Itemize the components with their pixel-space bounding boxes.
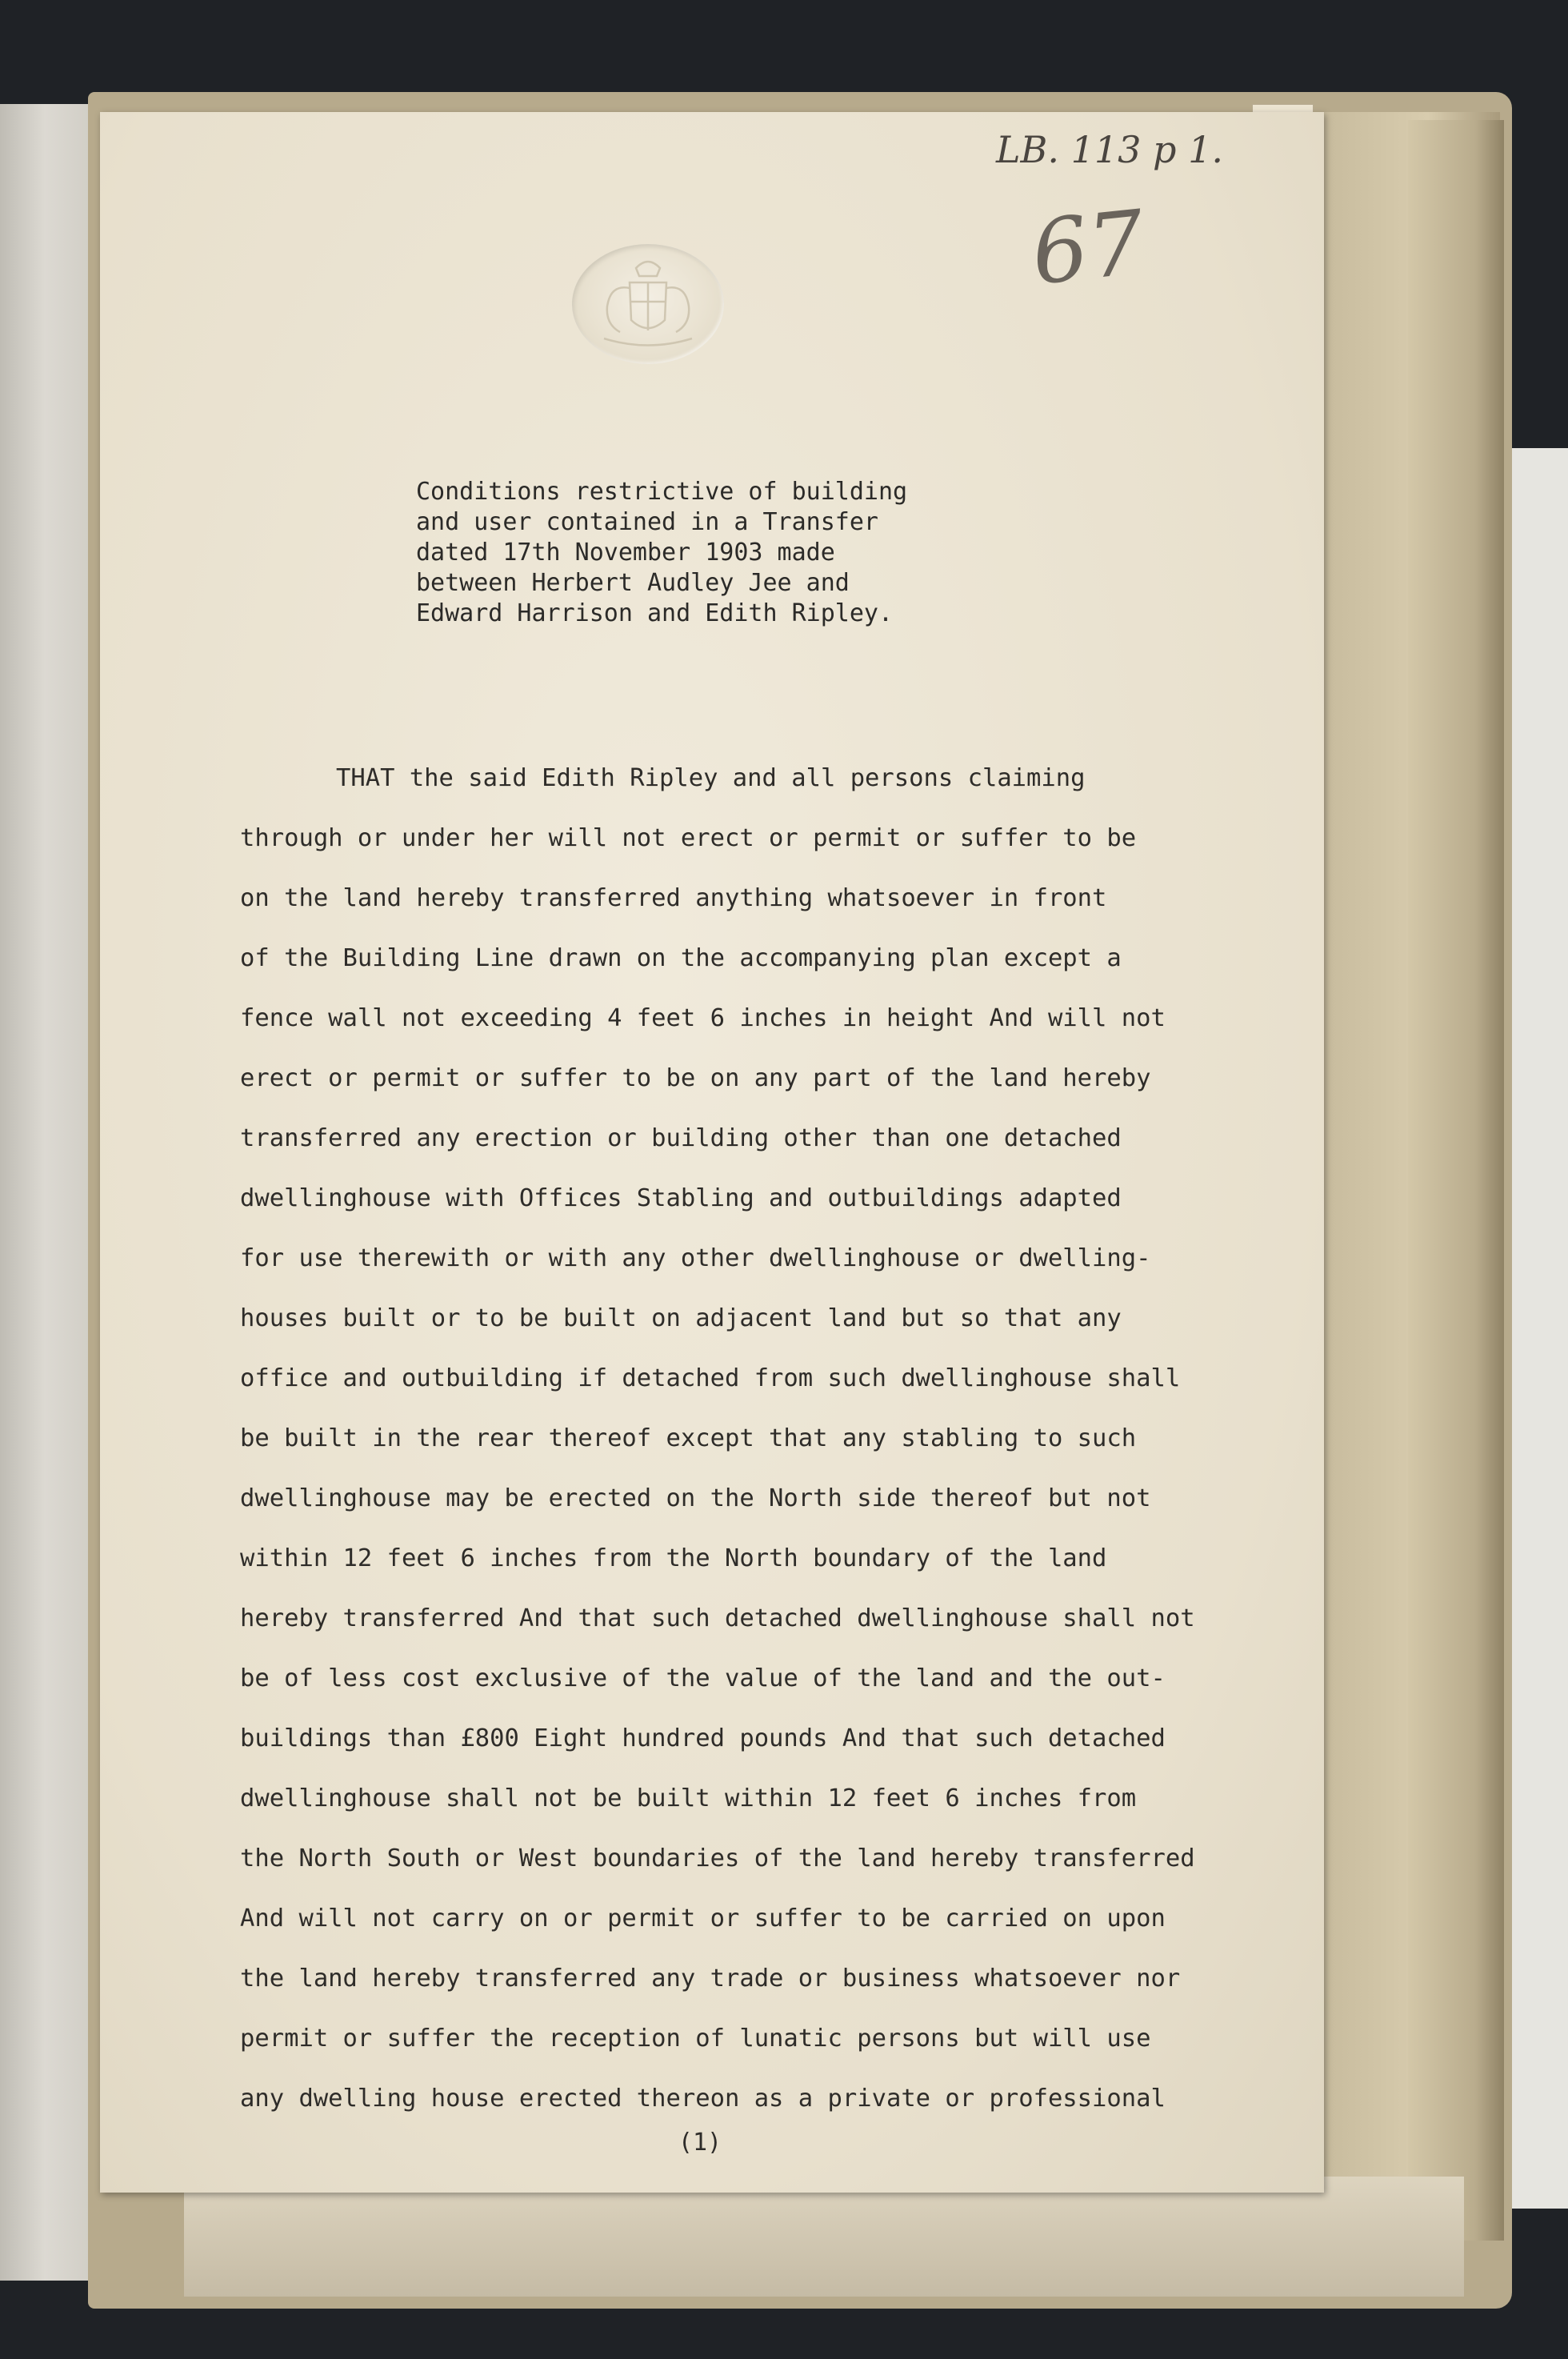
- coat-of-arms-icon: [572, 244, 724, 364]
- body-line: for use therewith or with any other dwellinghouse or dwelling-: [240, 1244, 1151, 1272]
- heading-line: between Herbert Audley Jee and: [416, 569, 850, 597]
- document-body: [240, 748, 1312, 2129]
- adjacent-page-edge: [0, 104, 100, 2281]
- page-stack-bottom: [184, 2177, 1464, 2297]
- background-surface: [1504, 448, 1568, 2209]
- body-line: the North South or West boundaries of the land hereby transferred: [240, 1844, 1195, 1872]
- body-line: the land hereby transferred any trade or business whatsoever nor: [240, 1964, 1181, 1993]
- body-line: fence wall not exceeding 4 feet 6 inches in height And will not: [240, 1004, 1166, 1032]
- body-line: be built in the rear thereof except that any stabling to such: [240, 1424, 1137, 1452]
- page-number: (1): [678, 2129, 722, 2157]
- body-line: permit or suffer the reception of lunatic persons but will use: [240, 2025, 1151, 2053]
- body-line: transferred any erection or building other than one detached: [240, 1124, 1122, 1152]
- body-line: dwellinghouse shall not be built within 12 feet 6 inches from: [240, 1784, 1137, 1812]
- body-line: dwellinghouse may be erected on the North side thereof but not: [240, 1484, 1151, 1512]
- body-line: And will not carry on or permit or suffer to be carried on upon: [240, 1904, 1166, 1932]
- embossed-seal-icon: [572, 244, 724, 364]
- body-line: buildings than £800 Eight hundred pounds And that such detached: [240, 1724, 1166, 1752]
- body-line: within 12 feet 6 inches from the North boundary of the land: [240, 1544, 1107, 1572]
- body-line: office and outbuilding if detached from such dwellinghouse shall: [240, 1364, 1181, 1392]
- page-stack-edge-outer: [1408, 120, 1504, 2241]
- handwritten-folio-mark: 67: [1026, 190, 1150, 305]
- body-line: any dwelling house erected thereon as a private or professional: [240, 2085, 1166, 2113]
- heading-line: Conditions restrictive of building: [416, 478, 908, 506]
- document-heading: [416, 477, 1072, 629]
- heading-line: Edward Harrison and Edith Ripley.: [416, 599, 894, 627]
- body-line: erect or permit or suffer to be on any part of the land hereby: [240, 1064, 1151, 1092]
- body-line: dwellinghouse with Offices Stabling and outbuildings adapted: [240, 1184, 1122, 1212]
- handwritten-reference-note: LB. 113 p 1.: [996, 128, 1223, 171]
- heading-line: dated 17th November 1903 made: [416, 539, 835, 567]
- body-line: on the land hereby transferred anything whatsoever in front: [240, 884, 1107, 912]
- body-line: THAT the said Edith Ripley and all persons claiming: [336, 764, 1086, 792]
- body-line: of the Building Line drawn on the accompanying plan except a: [240, 944, 1122, 972]
- heading-line: and user contained in a Transfer: [416, 508, 878, 536]
- body-line: be of less cost exclusive of the value of the land and the out-: [240, 1664, 1166, 1692]
- body-line: hereby transferred And that such detached dwellinghouse shall not: [240, 1604, 1195, 1632]
- body-line: through or under her will not erect or permit or suffer to be: [240, 824, 1137, 852]
- body-line: houses built or to be built on adjacent land but so that any: [240, 1304, 1122, 1332]
